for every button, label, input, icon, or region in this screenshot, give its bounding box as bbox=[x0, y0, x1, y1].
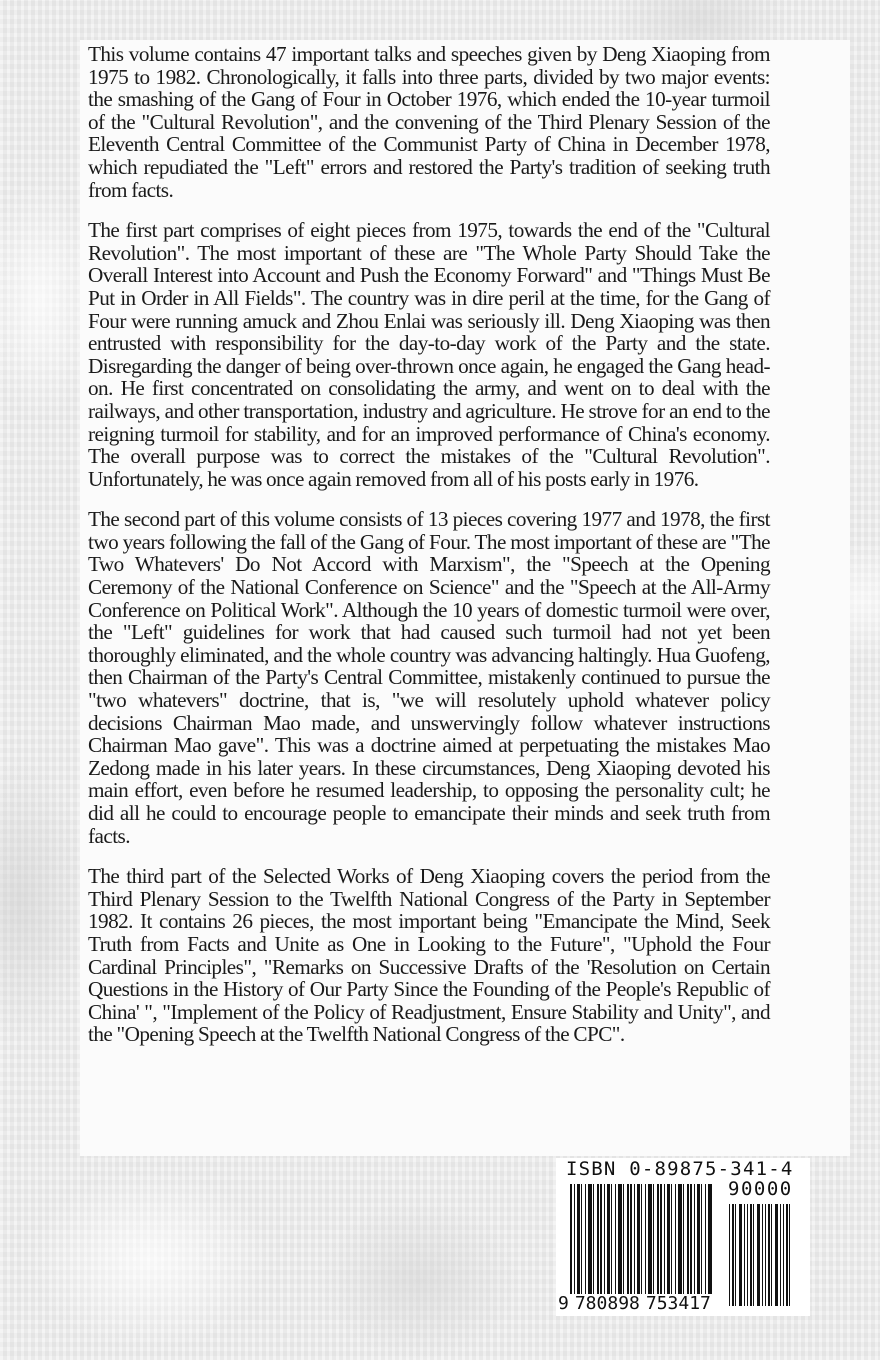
blurb-paragraph-4: The third part of the Selected Works of Deng Xiaoping covers the period from the Third Plenary Session to the Twelfth National Congress of the Party in September 1982. It contains 26 pieces, the most important being "Emancipate the Mind, Seek Truth from Facts and Unite as One in Looking to the Future", "Uphold the Four Cardinal Principles", "Remarks on Successive Drafts of the 'Resolution on Certain Questions in the History of Our Party Since the Founding of the People's Republic of China' ", "Implement of the Policy of Readjustment, Ensure Stability and Unity", and the "Opening Speech at the Twelfth National Congress of the CPC". bbox=[88, 864, 770, 1047]
blurb-paragraph-3: The second part of this volume consists of 13 pieces covering 1977 and 1978, the first two years following the fall of the Gang of Four. The most important of these are "The Two Whatevers' Do Not Accord with Marxism", the "Speech at the Opening Ceremony of the National Conference on Science" and the "Speech at the All-Army Conference on Political Work". Although the 10 years of domestic turmoil were over, the "Left" guidelines for work that had caused such turmoil had not yet been thoroughly eliminated, and the whole country was advancing haltingly. Hua Guofeng, then Chairman of the Party's Central Committee, mistakenly continued to pursue the "two whatevers" doctrine, that is, "we will resolutely uphold whatever policy decisions Chairman Mao made, and unswervingly follow whatever instructions Chairman Mao gave". This was a doctrine aimed at perpetuating the mistakes Mao Zedong made in his later years. In these circumstances, Deng Xiaoping devoted his main effort, even before he resumed leadership, to opposing the personality cult; he did all he could to encourage people to emancipate their minds and seek truth from facts. bbox=[88, 507, 770, 848]
isbn-label: ISBN 0-89875-341-4 bbox=[566, 1158, 794, 1180]
ean-lead-digit: 9 bbox=[558, 1293, 569, 1314]
back-cover-blurb bbox=[88, 43, 770, 1064]
addon-barcode-bars-icon bbox=[729, 1204, 791, 1306]
ean-group-1: 780898 bbox=[574, 1293, 640, 1314]
barcode-bars-icon bbox=[570, 1184, 712, 1306]
ean-group-2: 753417 bbox=[645, 1293, 711, 1314]
price-code: 90000 bbox=[728, 1178, 793, 1200]
ean-digits bbox=[558, 1294, 719, 1314]
blurb-paragraph-2: The first part comprises of eight pieces from 1975, towards the end of the "Cultural Revolution". The most important of these are "The Whole Party Should Take the Overall Interest into Account and Push the Economy Forward" and "Things Must Be Put in Order in All Fields". The country was in dire peril at the time, for the Gang of Four were running amuck and Zhou Enlai was seriously ill. Deng Xiaoping was then entrusted with responsibility for the day-to-day work of the Party and the state. Disregarding the danger of being over-thrown once again, he engaged the Gang head-on. He first concentrated on consolidating the army, and went on to deal with the railways, and other transportation, industry and agriculture. He strove for an end to the reigning turmoil for stability, and for an improved performance of China's economy. The overall purpose was to correct the mistakes of the "Cultural Revolution". Unfortunately, he was once again removed from all of his posts early in 1976. bbox=[88, 218, 770, 491]
isbn-barcode bbox=[556, 1158, 810, 1316]
blurb-paragraph-1: This volume contains 47 important talks and speeches given by Deng Xiaoping from 1975 to 1982. Chronologically, it falls into three parts, divided by two major events: the smashing of the Gang of Four in October 1976, which ended the 10-year turmoil of the "Cultural Revolution", and the convening of the Third Plenary Session of the Eleventh Central Committee of the Communist Party of China in December 1978, which repudiated the "Left" errors and restored the Party's tradition of seeking truth from facts. bbox=[88, 42, 770, 202]
